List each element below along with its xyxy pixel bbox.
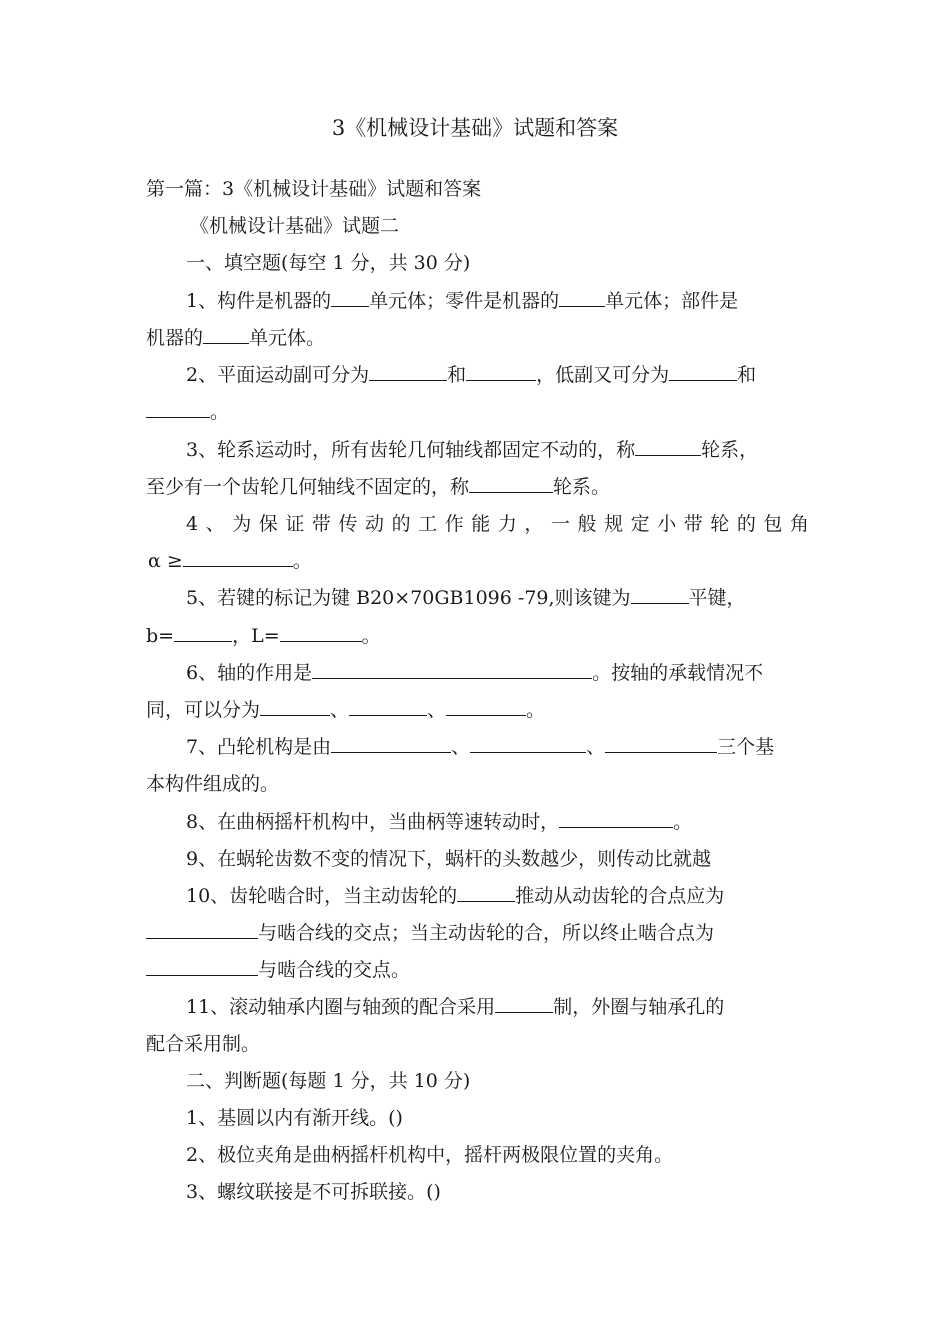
question-11-line-2: 配合采用制。 bbox=[146, 1033, 261, 1055]
answer-blank[interactable] bbox=[146, 955, 258, 976]
section-fill-in-heading: 一、填空题(每空 1 分，共 30 分) bbox=[186, 252, 471, 274]
answer-blank[interactable] bbox=[631, 583, 689, 604]
question-2-line-2: 。 bbox=[146, 394, 810, 430]
answer-blank[interactable] bbox=[203, 323, 249, 344]
question-3-line-1: 3、轮系运动时，所有齿轮几何轴线都固定不动的，称 轮系， bbox=[186, 432, 810, 468]
judgment-1: 1、基圆以内有渐开线。() bbox=[186, 1107, 403, 1129]
exam-subheading: 《机械设计基础》试题二 bbox=[190, 215, 400, 237]
answer-blank[interactable] bbox=[495, 992, 553, 1013]
question-7-line-1: 7、凸轮机构是由 、 、 三个基 bbox=[186, 729, 810, 765]
answer-blank[interactable] bbox=[260, 695, 330, 716]
section-judgment-heading: 二、判断题(每题 1 分，共 10 分) bbox=[186, 1070, 471, 1092]
answer-blank[interactable] bbox=[174, 621, 232, 642]
question-8: 8、在曲柄摇杆机构中，当曲柄等速转动时， 。 bbox=[186, 804, 810, 840]
answer-blank[interactable] bbox=[312, 658, 592, 679]
answer-blank[interactable] bbox=[146, 918, 258, 939]
answer-blank[interactable] bbox=[605, 732, 717, 753]
answer-blank[interactable] bbox=[369, 360, 447, 381]
answer-blank[interactable] bbox=[146, 397, 210, 418]
question-9: 9、在蜗轮齿数不变的情况下，蜗杆的头数越少，则传动比就越 bbox=[186, 848, 712, 870]
question-11-line-1: 11、滚动轴承内圈与轴颈的配合采用 制，外圈与轴承孔的 bbox=[186, 989, 810, 1025]
chapter-heading: 第一篇：3《机械设计基础》试题和答案 bbox=[146, 178, 482, 200]
answer-blank[interactable] bbox=[446, 695, 526, 716]
question-3-line-2: 至少有一个齿轮几何轴线不固定的，称 轮系。 bbox=[146, 469, 810, 505]
question-4-line-1: 4、为保证带传动的工作能力，一般规定小带轮的包角 bbox=[186, 513, 810, 535]
judgment-3: 3、螺纹联接是不可拆联接。() bbox=[186, 1181, 441, 1203]
answer-blank[interactable] bbox=[349, 695, 427, 716]
question-6-line-2: 同，可以分为 、 、 。 bbox=[146, 692, 810, 728]
answer-blank[interactable] bbox=[457, 881, 515, 902]
answer-blank[interactable] bbox=[280, 621, 362, 642]
question-10-line-2: 与啮合线的交点；当主动齿轮的合，所以终止啮合点为 bbox=[146, 915, 810, 951]
question-6-line-1: 6、轴的作用是 。按轴的承载情况不 bbox=[186, 655, 810, 691]
question-5-line-2: b= ，L= 。 bbox=[146, 618, 810, 654]
answer-blank[interactable] bbox=[669, 360, 737, 381]
question-5-line-1: 5、若键的标记为键 B20×70GB1096 -79,则该键为 平键， bbox=[186, 580, 810, 616]
answer-blank[interactable] bbox=[466, 360, 536, 381]
answer-blank[interactable] bbox=[635, 435, 701, 456]
question-10-line-3: 与啮合线的交点。 bbox=[146, 952, 810, 988]
question-1-line-2: 机器的 单元体。 bbox=[146, 320, 810, 356]
question-7-line-2: 本构件组成的。 bbox=[146, 773, 280, 795]
question-1-line-1: 1、构件是机器的 单元体；零件是机器的 单元体；部件是 bbox=[186, 283, 810, 319]
answer-blank[interactable] bbox=[559, 807, 673, 828]
answer-blank[interactable] bbox=[183, 546, 293, 567]
document-title: 3《机械设计基础》试题和答案 bbox=[331, 116, 619, 140]
answer-blank[interactable] bbox=[559, 286, 605, 307]
question-4-line-2: α ≥ 。 bbox=[146, 543, 810, 579]
answer-blank[interactable] bbox=[331, 286, 369, 307]
judgment-2: 2、极位夹角是曲柄摇杆机构中，摇杆两极限位置的夹角。 bbox=[186, 1144, 674, 1166]
answer-blank[interactable] bbox=[469, 472, 553, 493]
answer-blank[interactable] bbox=[331, 732, 451, 753]
question-10-line-1: 10、齿轮啮合时，当主动齿轮的 推动从动齿轮的合点应为 bbox=[186, 878, 810, 914]
question-2-line-1: 2、平面运动副可分为 和 ，低副又可分为 和 bbox=[186, 357, 810, 393]
answer-blank[interactable] bbox=[470, 732, 586, 753]
